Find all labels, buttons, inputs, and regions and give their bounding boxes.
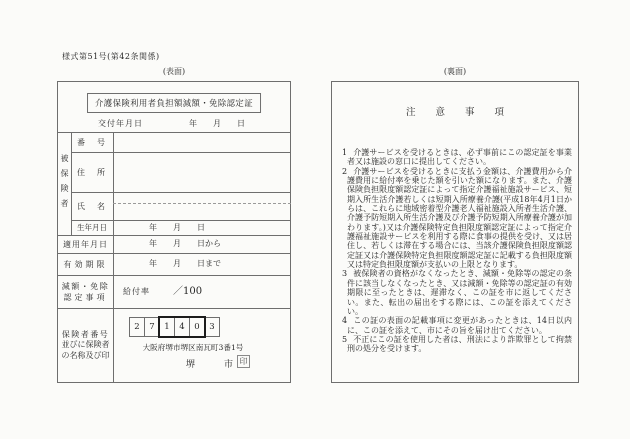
note-text: 介護サービスを受けるときに支払う金額は、介護費用から介護費用に給付率を乗じた額を引いた額になります。また、介護保険負担限度額認定証によって指定介護福祉施設サービス、短期入所生活介護若しくは短期入所療養介護(平成18年4月1日からは、これらに地域密着型介護老人福祉施設入所者生活介護、介護予防短期入所生活介護及び介護予防短期入所療養介護が加わります。)又は介護保険特定負担限度額認定証によって指定介護福祉施設サービスを利用する際に食事の提供を受け、又は居住し、若しくは滞在する場合には、当該介護保険負担限度額認定証又は介護保険特定負担限度額認定証に記載する負担限度額又は特定負担限度額が支払いの上限となります。 bbox=[347, 166, 572, 270]
insured-number-field bbox=[113, 132, 290, 152]
insured-name-label: 氏 名 bbox=[77, 201, 107, 211]
insurer-digit: 1 bbox=[159, 317, 175, 337]
note-item-5 bbox=[342, 335, 572, 354]
insured-person-group-label: 被保険者 bbox=[60, 153, 69, 214]
note-text: 介護サービスを受けるときは、必ず事前にこの認定証を事業者又は施設の窓口に提出してください。 bbox=[347, 148, 572, 167]
reduction-exemption-label-line1: 減額・免除 bbox=[61, 281, 110, 291]
birth-date-label: 生年月日 bbox=[77, 223, 107, 232]
note-item-4 bbox=[342, 316, 572, 335]
insured-address-label: 住 所 bbox=[77, 167, 107, 177]
front-side-caption: (表面) bbox=[162, 67, 186, 76]
insurer-label-line2: 並びに保険者 bbox=[61, 340, 110, 350]
insured-address-field bbox=[113, 152, 290, 192]
insurer-digit: 0 bbox=[189, 317, 205, 337]
note-item-1 bbox=[342, 148, 572, 167]
notes-heading: 注意事項 bbox=[405, 107, 524, 118]
note-number: 4 bbox=[342, 316, 348, 326]
insured-number-label: 番 号 bbox=[77, 137, 107, 147]
insurer-address: 大阪府堺市堺区南瓦町3番1号 bbox=[142, 343, 244, 352]
official-seal-mark: 印 bbox=[237, 355, 250, 368]
note-number: 5 bbox=[342, 334, 348, 344]
note-text: 不正にこの証を使用した者は、刑法により詐欺罪として拘禁刑の処分を受けます。 bbox=[347, 334, 572, 354]
benefit-rate-value: ／100 bbox=[173, 286, 203, 297]
insured-name-field bbox=[113, 192, 290, 220]
note-text: 被保険者の資格がなくなったとき、減額・免除等の認定の条件に該当しなくなったとき、又は減額・免除等の認定証の有効期限に至ったときは、遅滞なく、この証を市に返してください。また、転出の届出をする際には、この証を添えてください。 bbox=[347, 269, 572, 316]
birth-date-field: 年 月 日 bbox=[149, 223, 205, 232]
valid-until-field: 年 月 日まで bbox=[149, 259, 221, 268]
insurer-digit: 2 bbox=[129, 317, 145, 337]
back-notes-panel bbox=[331, 81, 579, 383]
insurer-digit: 4 bbox=[174, 317, 190, 337]
issue-date-value: 年 月 日 bbox=[189, 119, 245, 128]
note-item-3 bbox=[342, 269, 572, 316]
insurer-label-line1: 保険者番号 bbox=[61, 329, 110, 339]
note-number: 2 bbox=[342, 166, 348, 176]
note-number: 3 bbox=[342, 269, 348, 279]
form-number-label: 様式第51号(第42条関係) bbox=[62, 52, 160, 61]
insurer-label-line3: の名称及び印 bbox=[61, 350, 110, 360]
benefit-rate-label: 給付率 bbox=[123, 287, 150, 296]
insurer-digit: 7 bbox=[144, 317, 160, 337]
note-item-2 bbox=[342, 167, 572, 270]
apply-date-label: 適用年月日 bbox=[63, 239, 108, 249]
certificate-title: 介護保険利用者負担額減額・免除認定証 bbox=[87, 93, 261, 113]
apply-date-field: 年 月 日から bbox=[149, 239, 221, 248]
issue-date-label: 交付年月日 bbox=[98, 119, 143, 128]
note-text: この証の表面の記載事項に変更があったときは、14日以内に、この証を添えて、市にその旨を届け出てください。 bbox=[347, 316, 572, 335]
back-side-caption: (裏面) bbox=[443, 67, 467, 76]
insurer-digit: 3 bbox=[204, 317, 220, 337]
note-number: 1 bbox=[342, 148, 348, 157]
insurer-number-boxes bbox=[129, 317, 220, 337]
valid-until-label: 有効期限 bbox=[63, 259, 108, 269]
notes-list bbox=[342, 148, 572, 354]
front-certificate-panel bbox=[57, 81, 291, 383]
reduction-exemption-label-line2: 認定事項 bbox=[63, 292, 108, 302]
insurer-name: 堺 市 bbox=[186, 360, 244, 370]
